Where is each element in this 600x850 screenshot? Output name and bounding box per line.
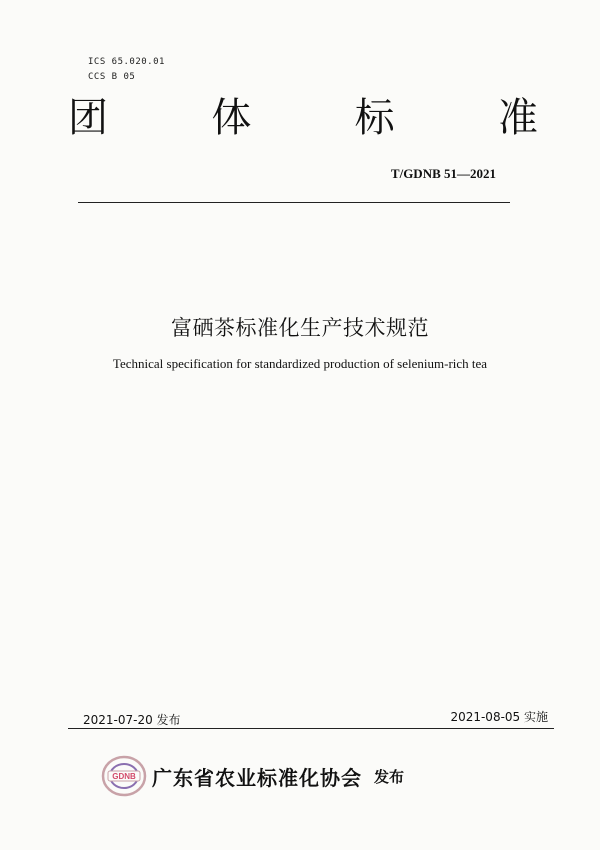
standard-number: T/GDNB 51—2021 (390, 166, 496, 181)
ccs-code: CCS B 05 (88, 72, 136, 82)
classification-codes (88, 55, 165, 85)
implement-date: 2021-08-05 实施 (450, 710, 548, 724)
publisher (100, 754, 404, 798)
header-divider (78, 202, 510, 203)
main-title-char-2: 体 (211, 95, 252, 141)
association-logo-icon (100, 754, 148, 798)
main-title-char-4: 准 (497, 95, 538, 141)
title-english: Technical specification for standardized production of selenium-rich tea (112, 356, 488, 371)
publish-suffix: 发布 (374, 767, 405, 786)
main-title-char-3: 标 (354, 95, 395, 141)
title-chinese: 富硒茶标准化生产技术规范 (171, 316, 429, 340)
main-title (68, 94, 538, 142)
organization-name: 广东省农业标准化协会 (152, 765, 362, 790)
footer-divider (68, 728, 554, 729)
main-title-char-1: 团 (68, 95, 108, 141)
ics-code: ICS 65.020.01 (88, 57, 165, 67)
logo-text: GDNB (112, 772, 136, 781)
publish-date: 2021-07-20 发布 (83, 713, 181, 727)
